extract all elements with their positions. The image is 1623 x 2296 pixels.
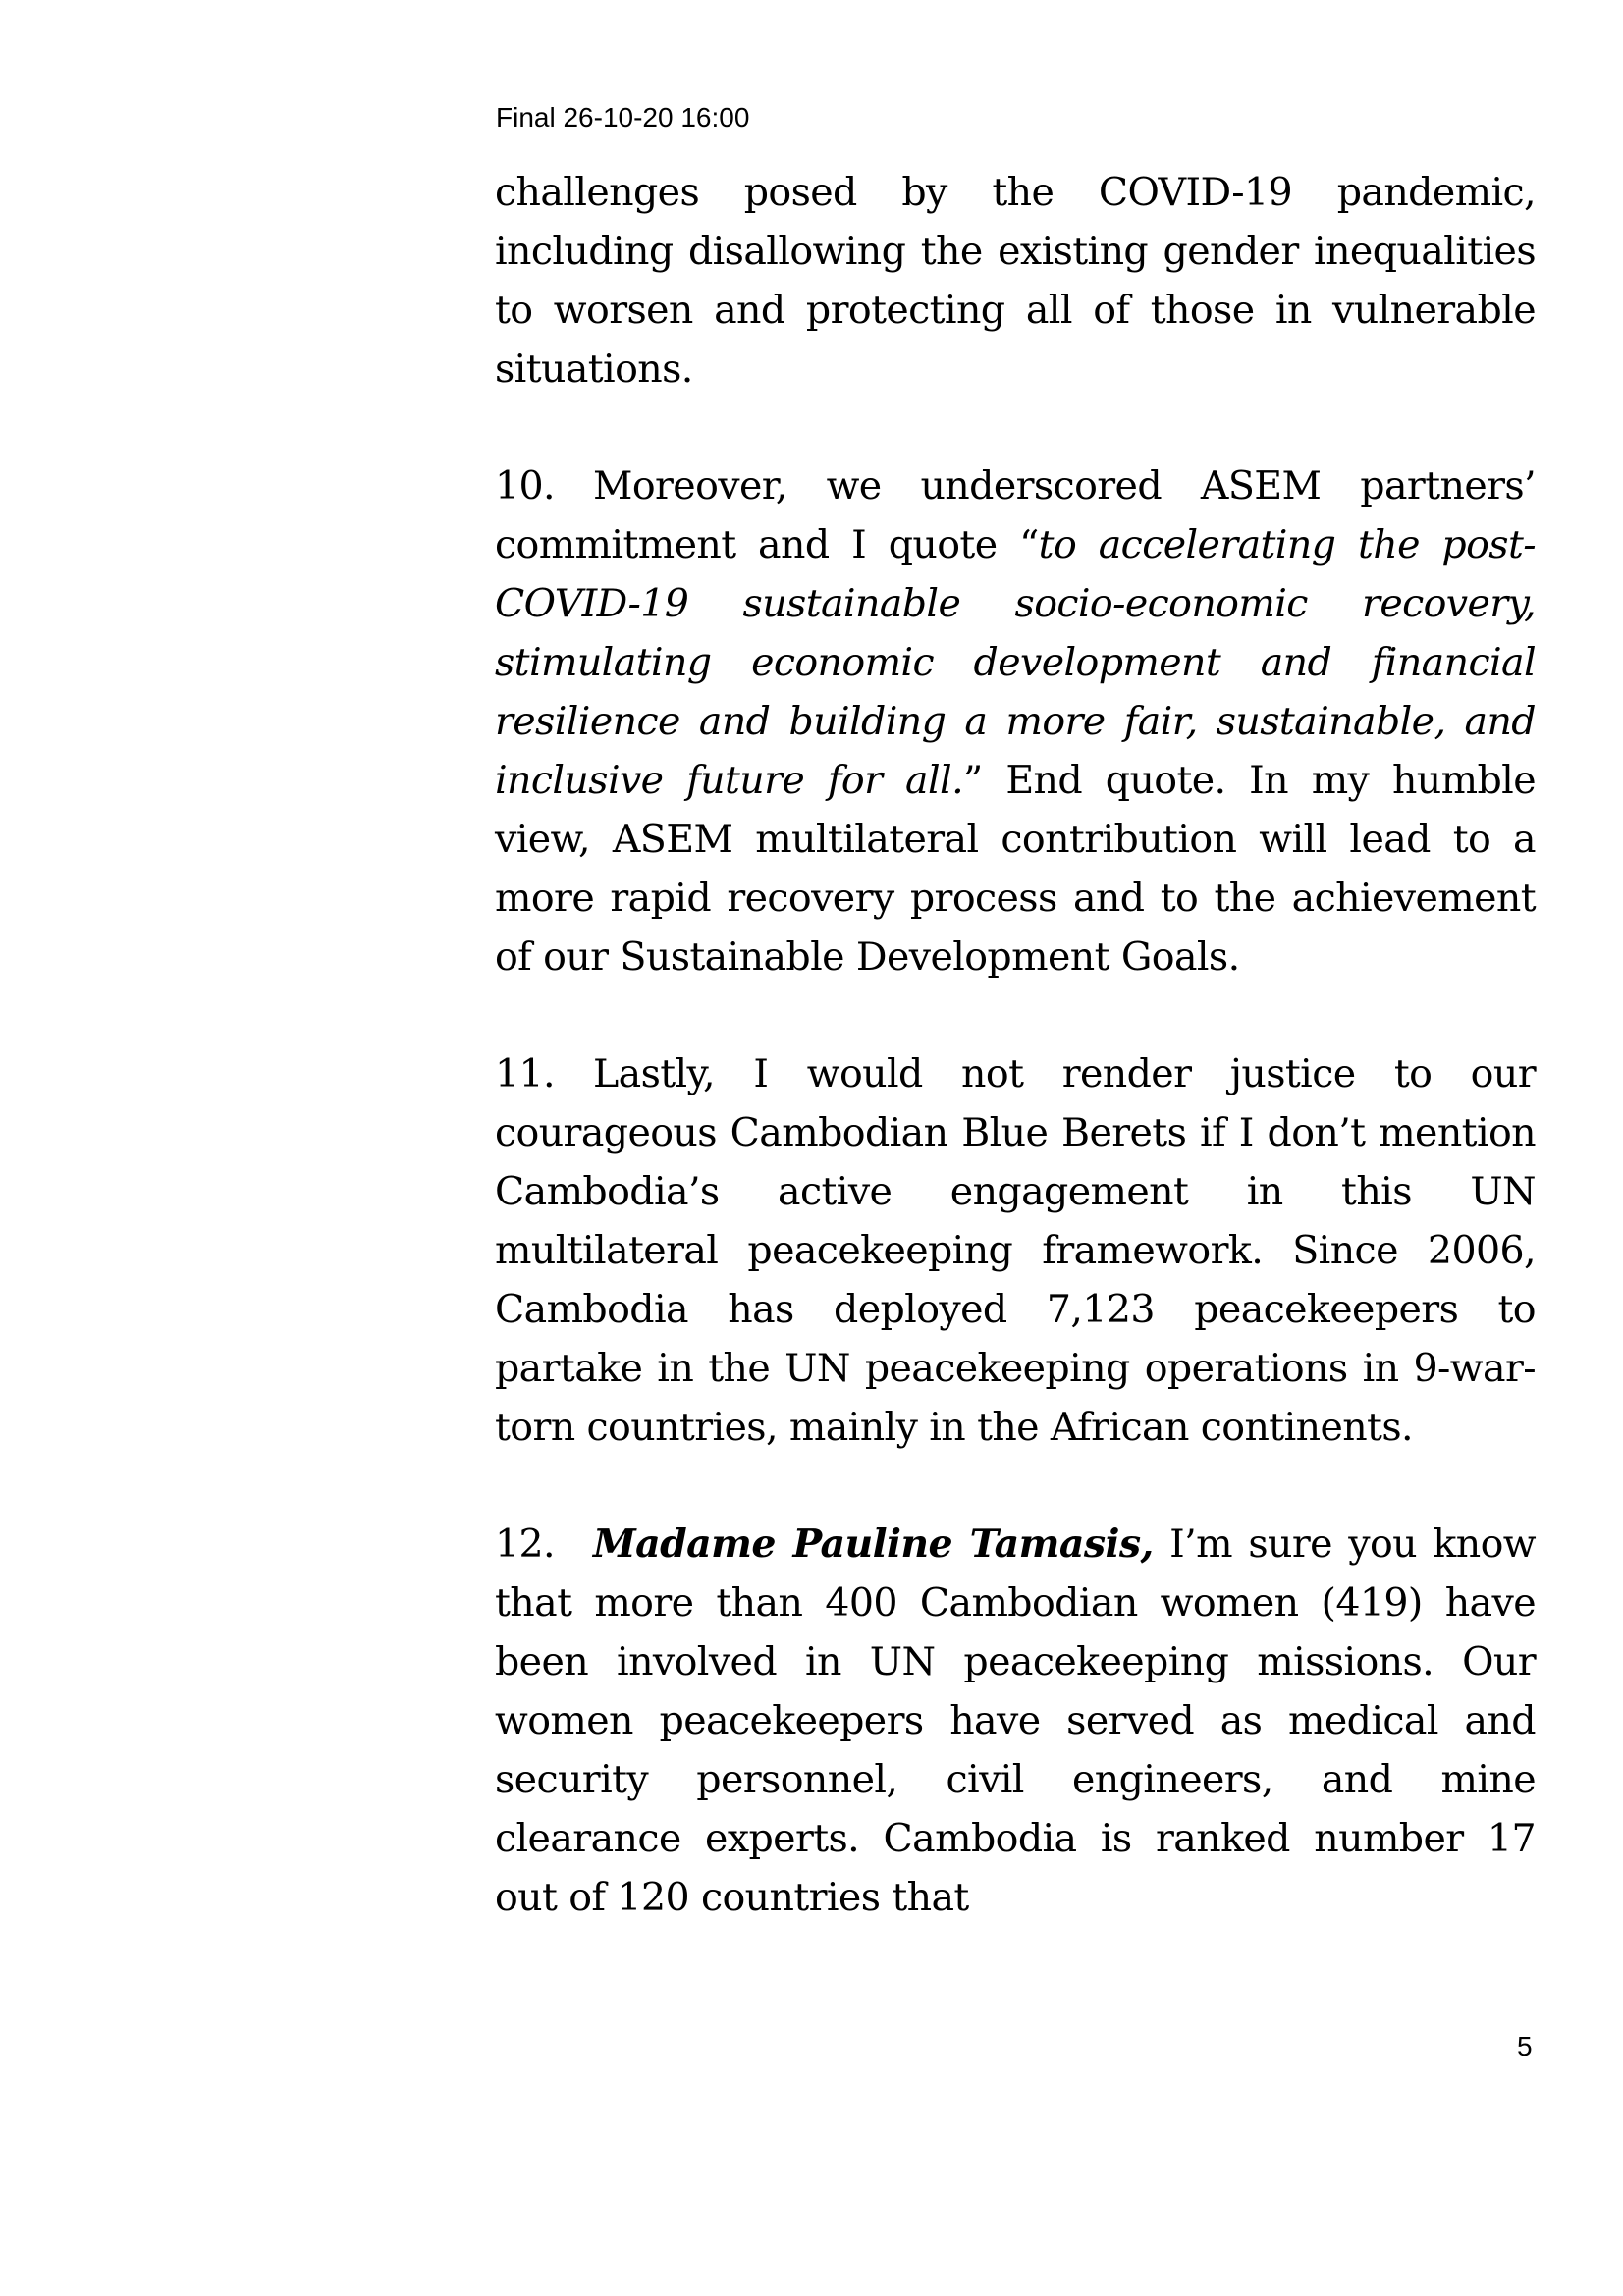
addressee-name: Madame Pauline Tamasis, <box>593 1522 1154 1567</box>
paragraph-12 <box>495 1515 1536 1927</box>
paragraph-text: I’m sure you know that more than 400 Cambodian women (419) have been involved in UN peacekeeping missions. Our women peacekeepers have served as medical and security personnel, civil engineers, and mine clearance experts. Cambodia is ranked number 17 out of 120 countries that <box>495 1522 1536 1920</box>
document-body <box>495 163 1536 1985</box>
page-number: 5 <box>1517 2031 1533 2061</box>
paragraph-text: Lastly, I would not render justice to our courageous Cambodian Blue Berets if I don’t mention Cambodia’s active engagement in this UN multilateral peacekeeping framework. Since 2006, Cambodia has deployed 7,123 peacekeepers to partake in the UN peacekeeping operations in 9-war-torn countries, mainly in the African continents. <box>495 1051 1536 1450</box>
paragraph-continuation <box>495 163 1536 399</box>
paragraph-11 <box>495 1044 1536 1457</box>
paragraph-number: 10. <box>495 463 556 508</box>
paragraph-text: challenges posed by the COVID-19 pandemic, including disallowing the existing gender inequalities to worsen and protecting all of those in vulnerable situations. <box>495 170 1536 392</box>
paragraph-number: 11. <box>495 1051 556 1096</box>
quote-open-mark: “ <box>1019 522 1039 567</box>
quoted-text: to accelerating the post-COVID-19 sustainable socio-economic recovery, stimulating economic development and financial resilience and building a more fair, sustainable, and inclusive future for all. <box>495 522 1536 803</box>
paragraph-text: End quote. In my humble view, ASEM multilateral contribution will lead to a more rapid recovery process and to the achievement of our Sustainable Development Goals. <box>495 758 1536 980</box>
document-header <box>496 98 749 137</box>
draft-version-label: Final 26-10-20 16:00 <box>496 102 750 133</box>
paragraph-intro-text: Moreover, we underscored ASEM partners’ commitment and I quote <box>495 463 1536 567</box>
paragraph-number: 12. <box>495 1522 556 1567</box>
quote-close-mark: ” <box>963 758 983 803</box>
paragraph-10 <box>495 456 1536 987</box>
